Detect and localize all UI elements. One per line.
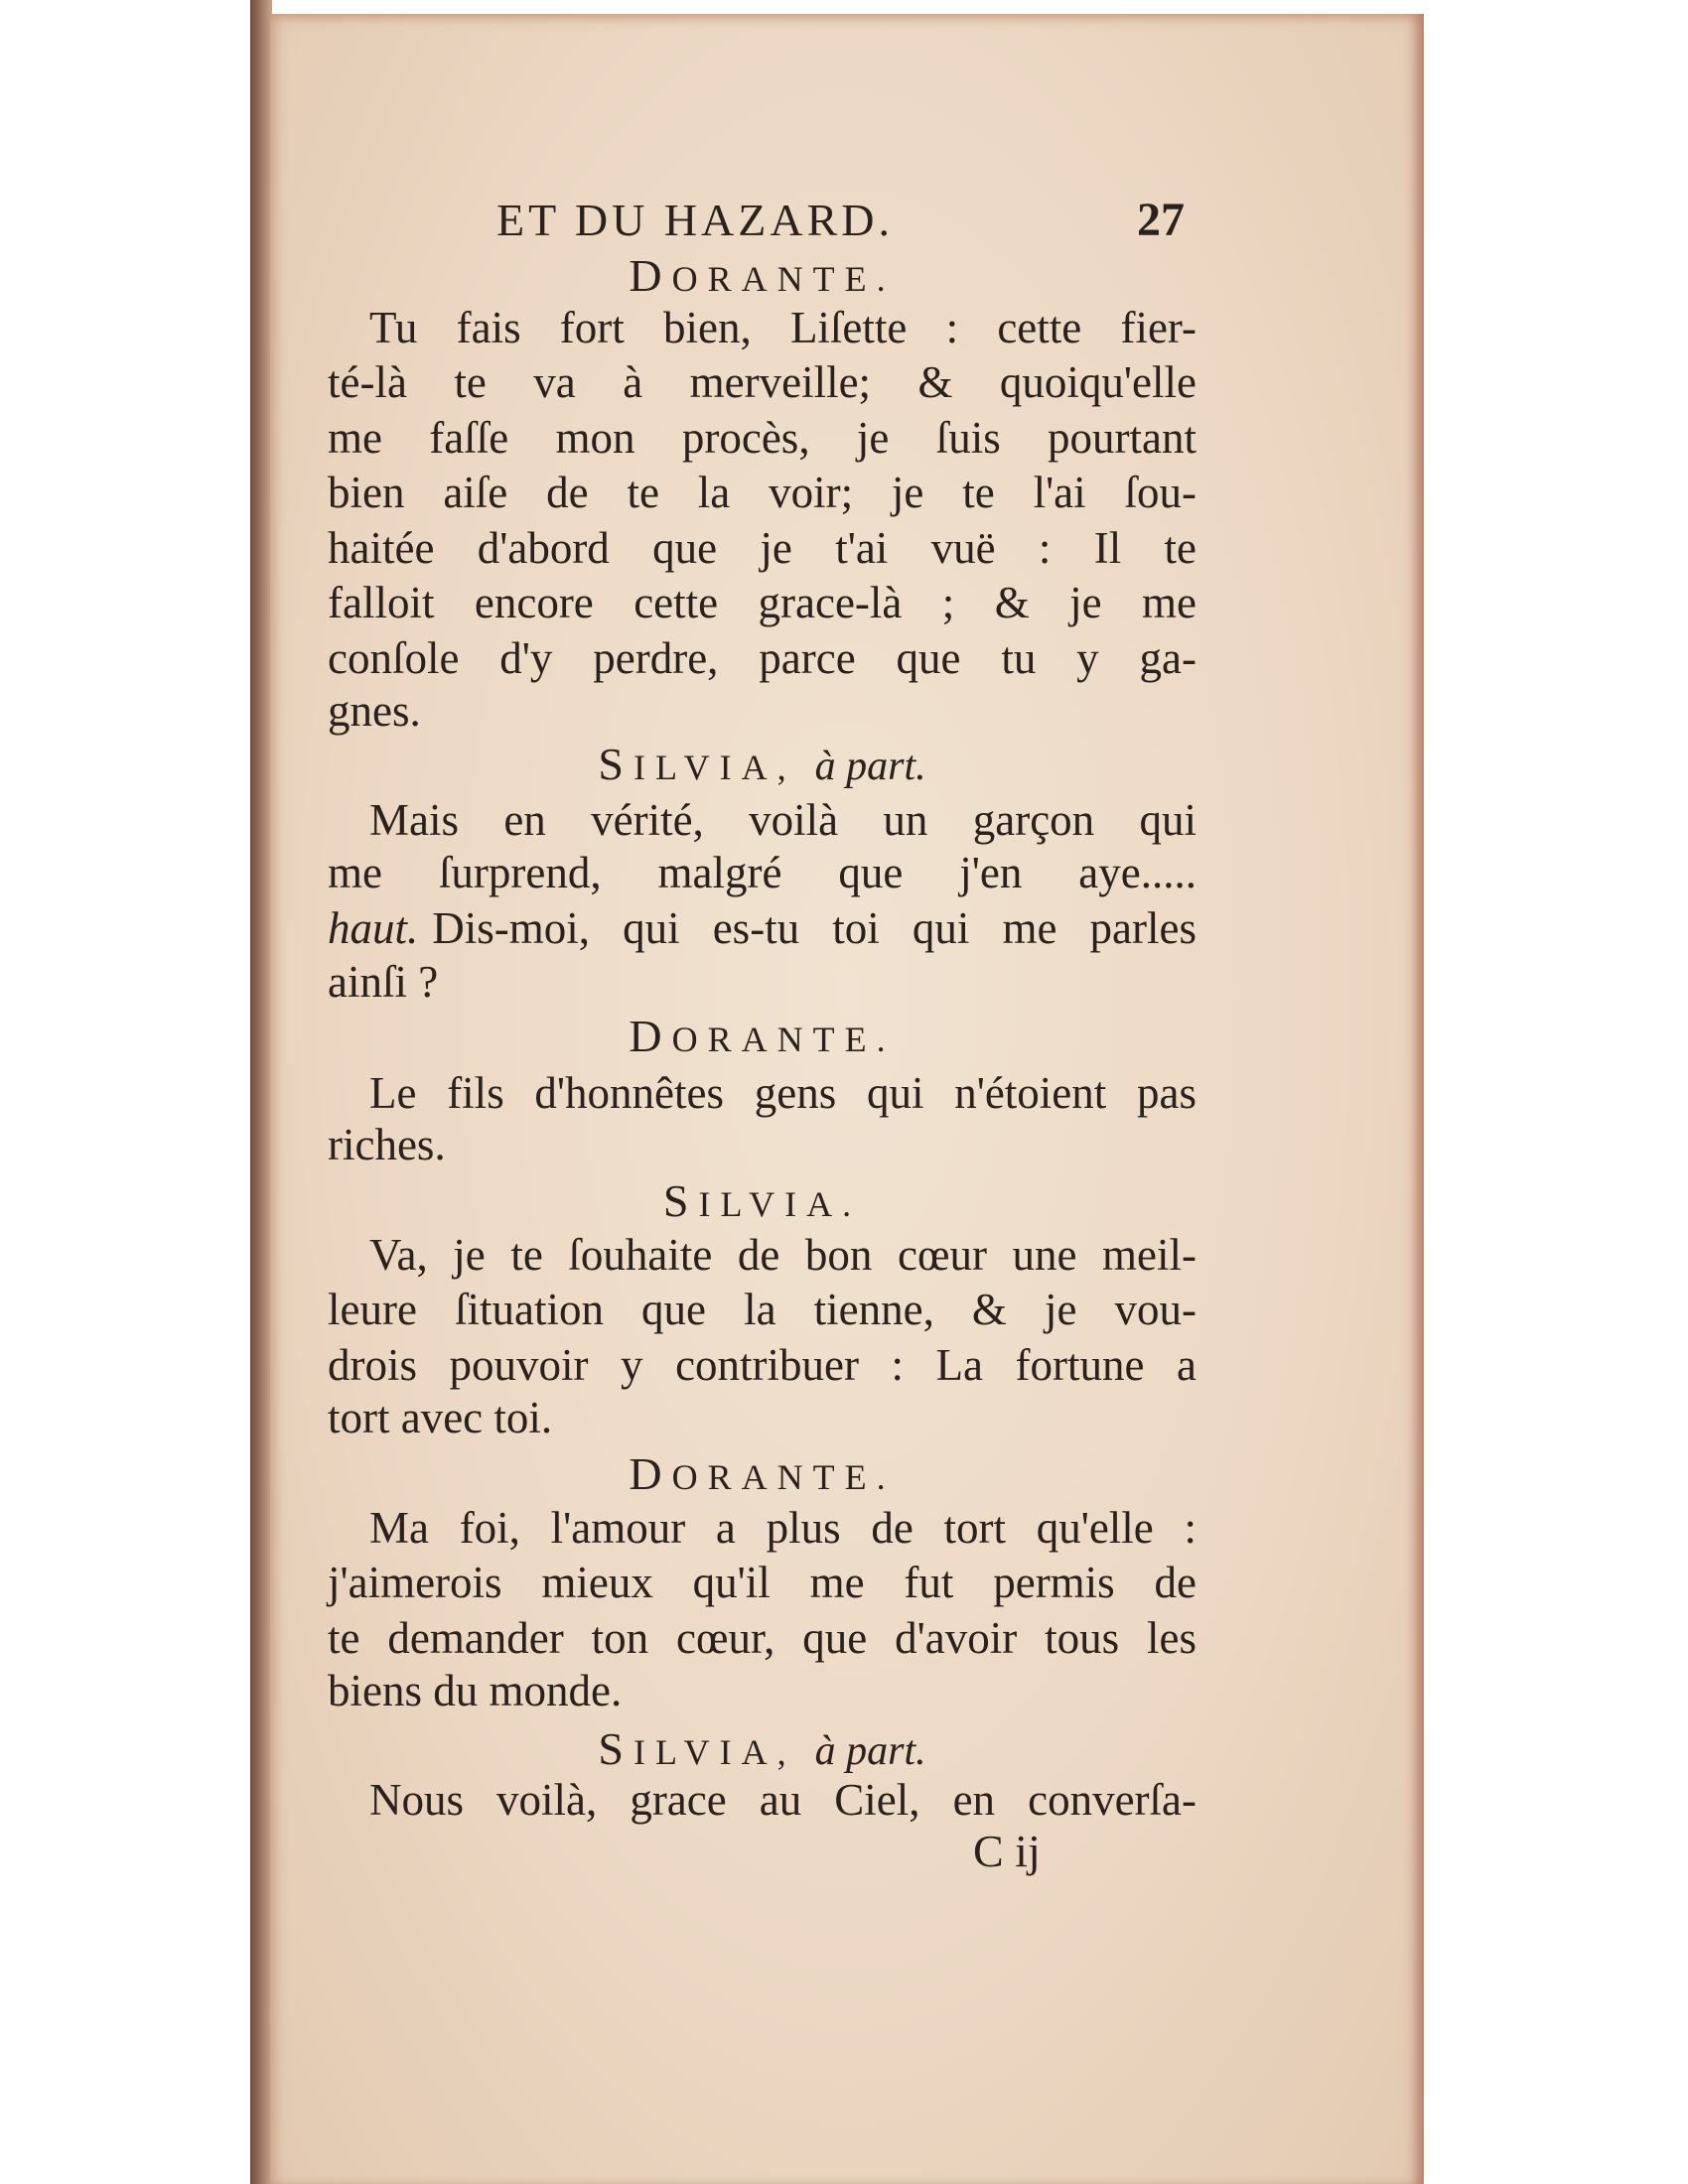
text-line: j'aimerois mieux qu'il me fut permis de [328,1558,1196,1607]
text-line: haitée d'abord que je t'ai vuë : Il te [328,523,1196,573]
text-line: Mais en vérité, voilà un garçon qui [369,795,1196,845]
running-title: ET DU HAZARD. [496,195,894,245]
text-line: drois pouvoir y contribuer : La fortune a [328,1340,1196,1390]
text-line: me ſurprend, malgré que j'en aye..... [328,848,1196,897]
text-line: tort avec toi. [328,1393,553,1442]
speaker-heading: SILVIA, à part. [598,1723,926,1774]
text-line: te demander ton cœur, que d'avoir tous les [328,1613,1196,1663]
text-line: me faſſe mon procès, je ſuis pourtant [328,413,1196,463]
text-line: leure ſituation que la tienne, & je vou- [328,1285,1196,1334]
speaker-heading: DORANTE. [629,1011,896,1061]
text-line: bien aiſe de te la voir; je te l'ai ſou- [328,468,1196,517]
text-line: Tu fais fort bien, Liſette : cette fier- [369,303,1196,352]
text-line: conſole d'y perdre, parce que tu y ga- [328,633,1196,683]
text-line: Nous voilà, grace au Ciel, en converſa- [369,1775,1196,1825]
text-line: falloit encore cette grace-là ; & je me [328,578,1196,627]
text-line: biens du monde. [328,1666,623,1715]
text-line: té-là te va à merveille; & quoiqu'elle [328,357,1196,407]
speaker-heading: SILVIA. [662,1175,862,1226]
book-spine-edge [250,0,272,2184]
text-line: gnes. [328,686,421,736]
text-line: ainſi ? [328,957,439,1007]
speaker-heading: DORANTE. [629,250,896,301]
text-line: Le fils d'honnêtes gens qui n'étoient pas [369,1068,1196,1118]
page-number: 27 [1137,194,1185,246]
speaker-heading: DORANTE. [629,1448,896,1499]
stage-direction: haut. [328,903,419,953]
text-line: haut. Dis-moi, qui es-tu toi qui me parles [328,903,1196,953]
speaker-heading: SILVIA, à part. [598,739,926,789]
text-line: Ma foi, l'amour a plus de tort qu'elle : [369,1503,1196,1553]
text-line: riches. [328,1120,446,1169]
signature-mark: C ij [973,1826,1041,1876]
text-line: Va, je te ſouhaite de bon cœur une meil- [369,1230,1196,1280]
